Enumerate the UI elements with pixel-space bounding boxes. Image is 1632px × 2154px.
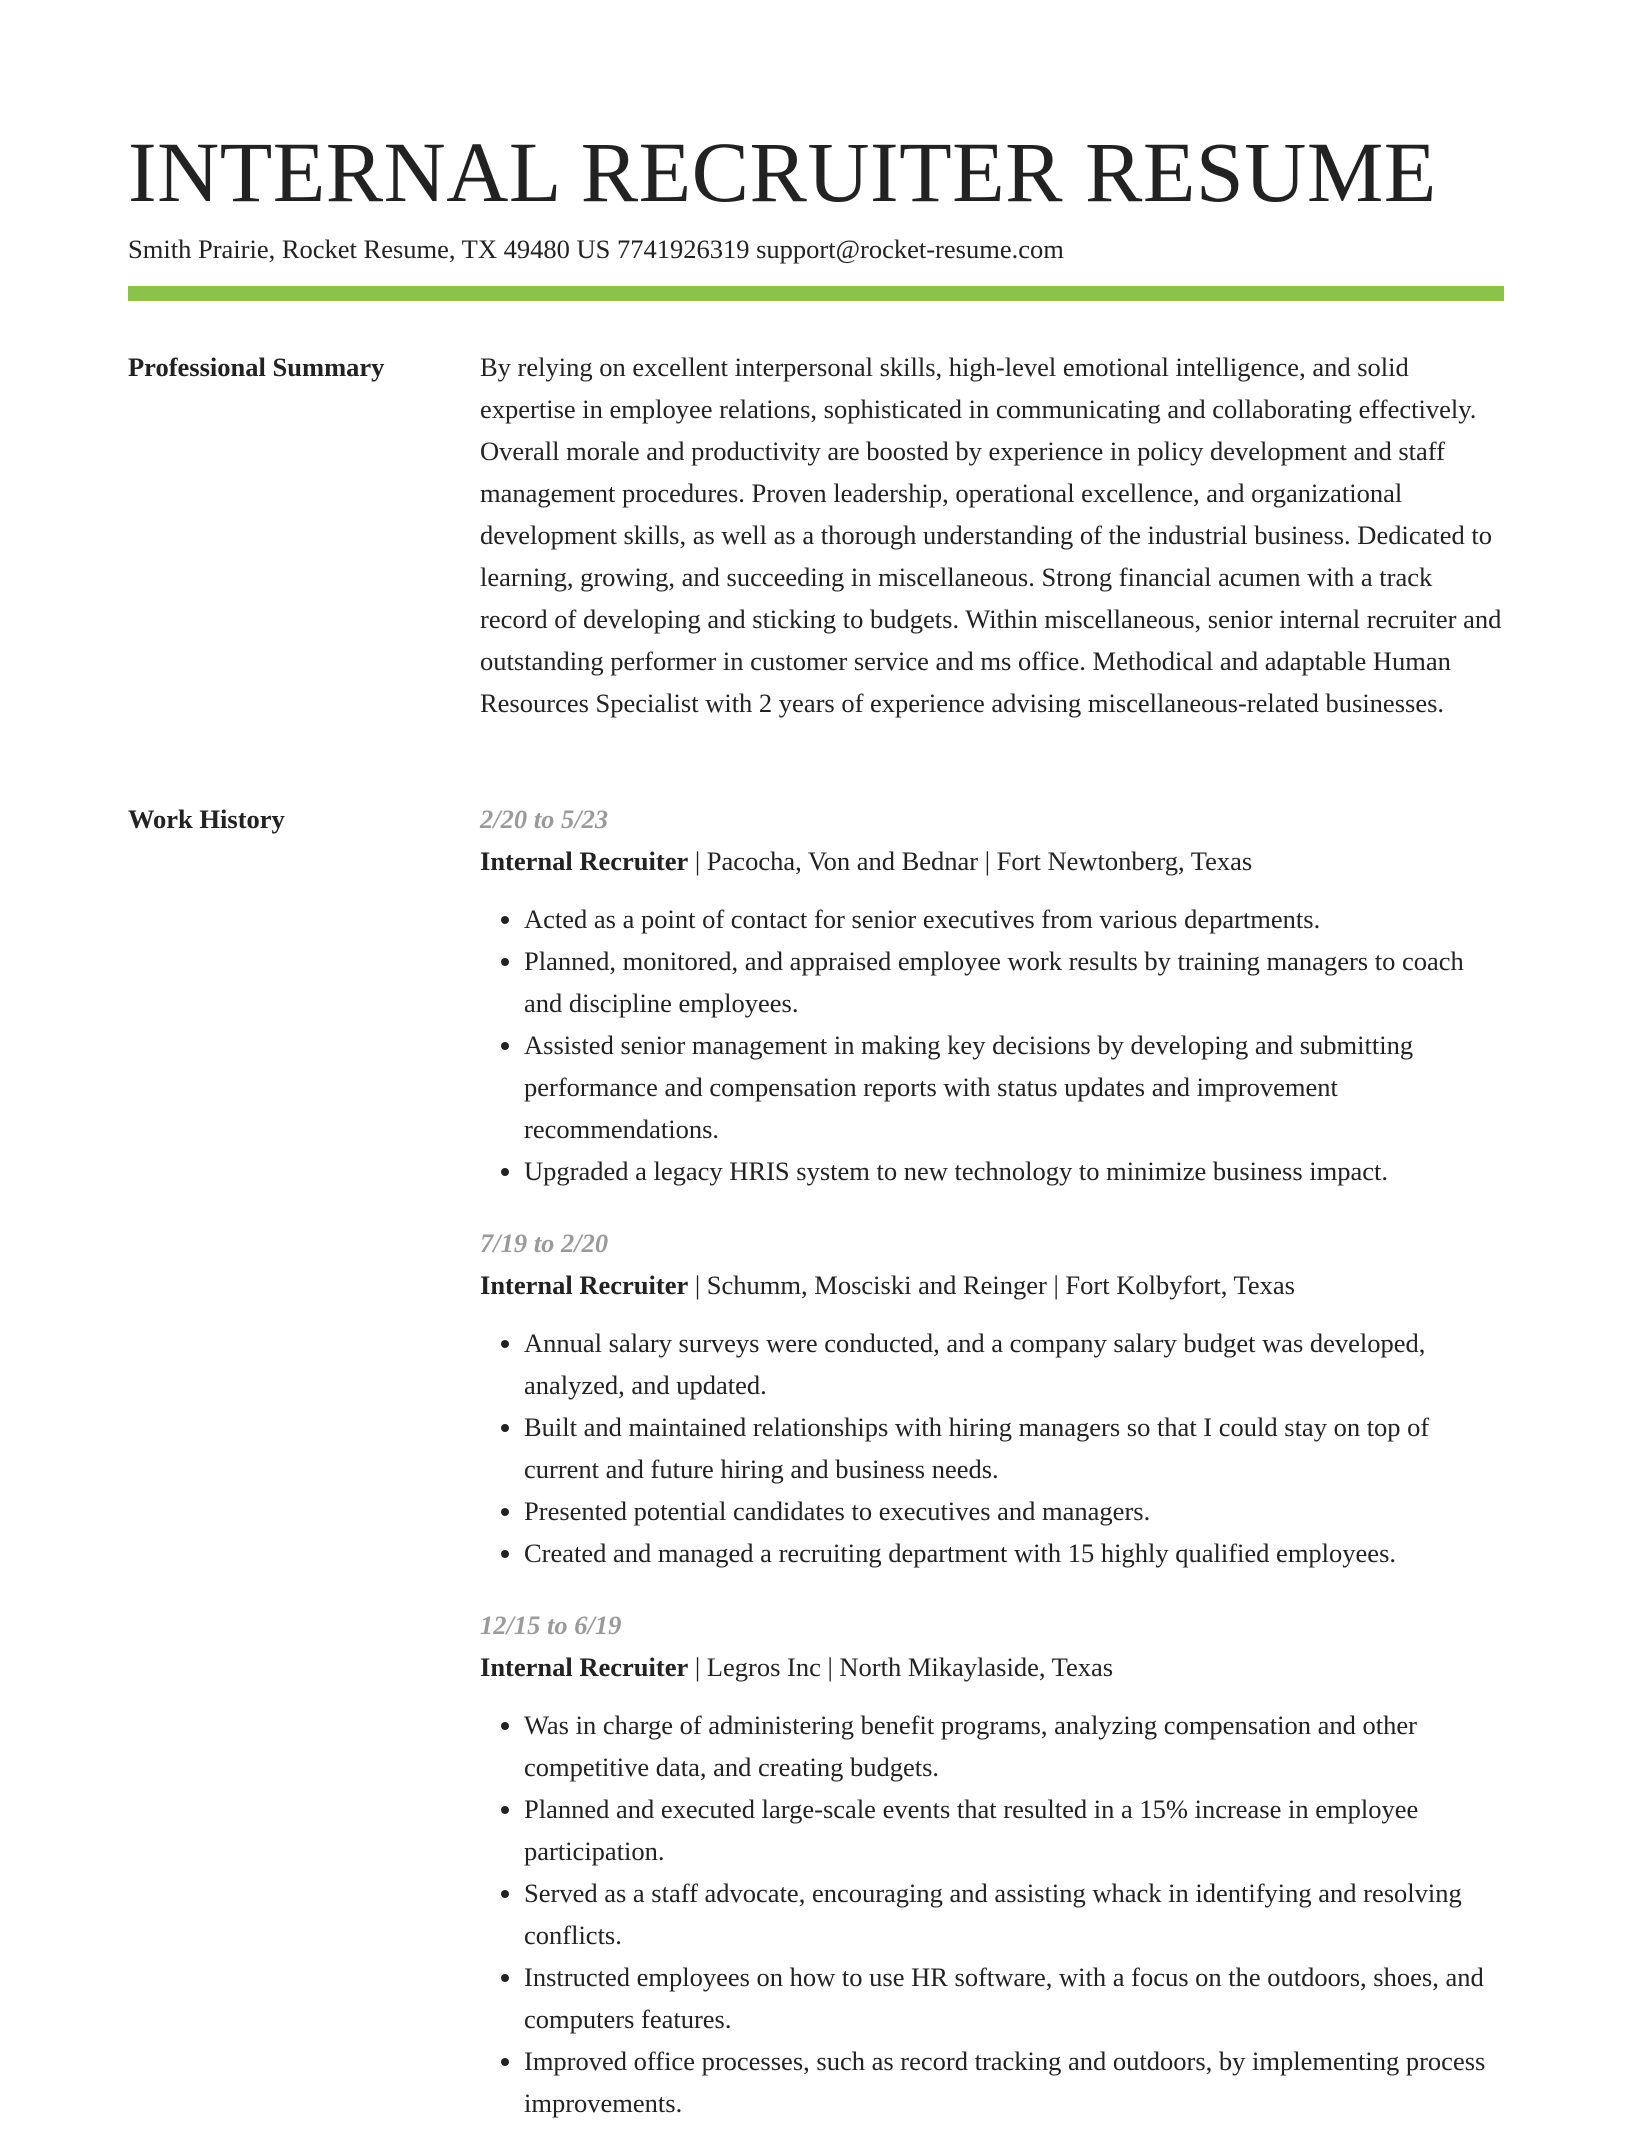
job-bullet: • Planned and executed large-scale events that resulted in a 15% increase in employee participation. <box>524 1788 1504 1872</box>
job-bullet: • Improved office processes, such as record tracking and outdoors, by implementing process improvements. <box>524 2040 1504 2124</box>
job-bullet: • Presented potential candidates to executives and managers. <box>524 1490 1504 1532</box>
contact-line: Smith Prairie, Rocket Resume, TX 49480 US 7741926319 support@rocket-resume.com <box>128 234 1064 264</box>
job-bullet: • Served as a staff advocate, encouraging and assisting whack in identifying and resolving conflicts. <box>524 1872 1504 1956</box>
job-title: Internal Recruiter <box>480 1270 689 1300</box>
job-dates: 7/19 to 2/20 <box>480 1228 609 1258</box>
job-header <box>480 840 1504 882</box>
resume-title: INTERNAL RECRUITER RESUME <box>128 124 1437 220</box>
job-dates: 12/15 to 6/19 <box>480 1610 622 1640</box>
job-entry <box>480 798 1504 1192</box>
job-header <box>480 1264 1504 1306</box>
accent-divider <box>128 286 1504 301</box>
job-bullet: • Created and managed a recruiting department with 15 highly qualified employees. <box>524 1532 1504 1574</box>
job-company-location: | Schumm, Mosciski and Reinger | Fort Kolbyfort, Texas <box>688 1270 1295 1300</box>
job-entry <box>480 1222 1504 1574</box>
job-bullet: • Assisted senior management in making key decisions by developing and submitting performance and compensation reports with status updates and improvement recommendations. <box>524 1024 1504 1150</box>
job-entry <box>480 1604 1504 2124</box>
work-history-label: Work History <box>128 804 285 834</box>
job-title: Internal Recruiter <box>480 846 689 876</box>
job-company-location: | Pacocha, Von and Bednar | Fort Newtonberg, Texas <box>688 846 1253 876</box>
summary-text: By relying on excellent interpersonal skills, high-level emotional intelligence, and solid expertise in employee relations, sophisticated in communicating and collaborating effectively. Overall morale and productivity are boosted by experience in policy development and staff management procedures. Proven leadership, operational excellence, and organizational development skills, as well as a thorough understanding of the industrial business. Dedicated to learning, growing, and succeeding in miscellaneous. Strong financial acumen with a track record of developing and sticking to budgets. Within miscellaneous, senior internal recruiter and outstanding performer in customer service and ms office. Methodical and adaptable Human Resources Specialist with 2 years of experience advising miscellaneous-related businesses. <box>480 352 1502 718</box>
job-company-location: | Legros Inc | North Mikaylaside, Texas <box>688 1652 1114 1682</box>
jobs-list <box>480 798 1504 2154</box>
job-bullet-list <box>480 1704 1504 2124</box>
job-bullet: • Acted as a point of contact for senior executives from various departments. <box>524 898 1504 940</box>
job-bullet: • Planned, monitored, and appraised employee work results by training managers to coach and discipline employees. <box>524 940 1504 1024</box>
job-bullet: • Instructed employees on how to use HR software, with a focus on the outdoors, shoes, and computers features. <box>524 1956 1504 2040</box>
job-bullet: • Built and maintained relationships with hiring managers so that I could stay on top of current and future hiring and business needs. <box>524 1406 1504 1490</box>
job-bullet-list <box>480 898 1504 1192</box>
job-bullet: • Upgraded a legacy HRIS system to new technology to minimize business impact. <box>524 1150 1504 1192</box>
job-bullet: • Was in charge of administering benefit programs, analyzing compensation and other competitive data, and creating budgets. <box>524 1704 1504 1788</box>
job-title: Internal Recruiter <box>480 1652 689 1682</box>
job-dates: 2/20 to 5/23 <box>480 804 609 834</box>
job-bullet-list <box>480 1322 1504 1574</box>
job-header <box>480 1646 1504 1688</box>
job-bullet: • Annual salary surveys were conducted, and a company salary budget was developed, analyzed, and updated. <box>524 1322 1504 1406</box>
summary-body <box>480 346 1504 724</box>
summary-label: Professional Summary <box>128 352 385 382</box>
